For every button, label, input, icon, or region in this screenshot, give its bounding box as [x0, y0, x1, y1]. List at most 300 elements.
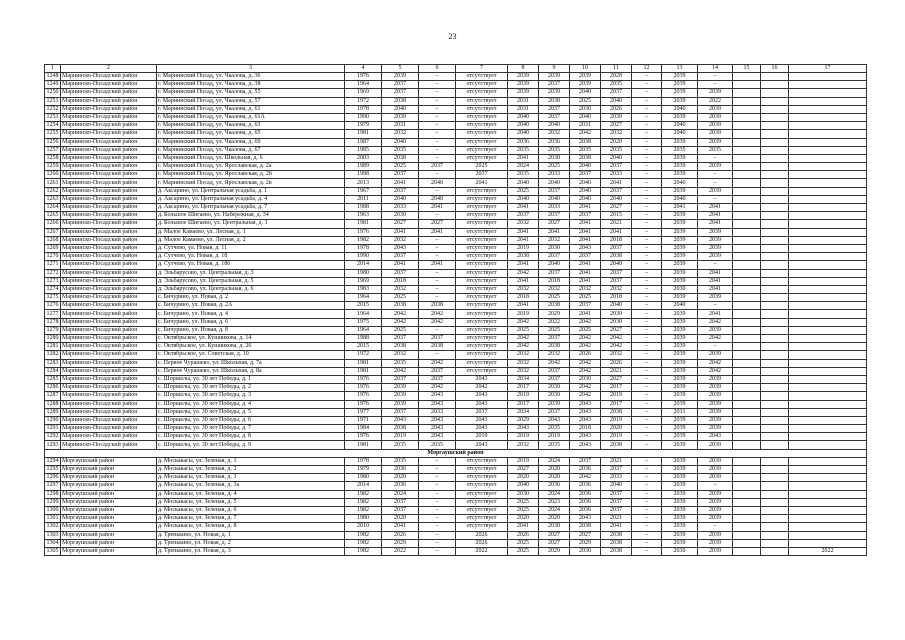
- table-cell: 2039: [662, 187, 698, 195]
- table-cell: 2040: [508, 122, 539, 130]
- table-cell: 1264: [46, 204, 59, 211]
- table-cell: 2041: [601, 228, 632, 236]
- table-cell: [733, 416, 761, 424]
- table-cell: 2043: [456, 392, 508, 400]
- table-cell: 2039: [698, 539, 733, 547]
- table-cell: 2038: [419, 343, 456, 351]
- table-cell: 2039: [662, 97, 698, 105]
- table-cell: [733, 490, 761, 498]
- table-cell: 2039: [698, 441, 733, 449]
- table-cell: отсутствует: [456, 228, 508, 236]
- table-cell: [789, 122, 867, 130]
- table-cell: г. Мариинский Посад, ул. Ярославская, д. 2в: [157, 179, 345, 187]
- table-cell: Мариинско-Посадский район: [61, 154, 157, 162]
- table-cell: 1982: [345, 498, 382, 506]
- table-cell: отсутствует: [456, 89, 508, 97]
- table-cell: 2039: [662, 392, 698, 400]
- table-cell: 1275: [46, 294, 59, 301]
- table-row: [45, 531, 867, 539]
- table-row: [45, 146, 867, 154]
- table-cell: 2020: [382, 474, 419, 482]
- table-cell: Мариинско-Посадский район: [61, 146, 157, 154]
- table-cell: [761, 269, 789, 277]
- table-cell: 2040: [508, 179, 539, 187]
- table-cell: 2035: [539, 441, 570, 449]
- table-cell: [733, 392, 761, 400]
- table-cell: 2032: [508, 359, 539, 367]
- table-cell: 2031: [570, 122, 601, 130]
- table-cell: 2028: [601, 73, 632, 81]
- table-cell: [733, 351, 761, 359]
- table-cell: 2017: [601, 400, 632, 408]
- table-cell: 2040: [662, 179, 698, 187]
- table-cell: 2037: [570, 302, 601, 310]
- table-cell: 2026: [456, 531, 508, 539]
- table-cell: [733, 441, 761, 449]
- table-cell: отсутствует: [456, 474, 508, 482]
- table-cell: 2020: [601, 425, 632, 433]
- table-cell: 2039: [698, 392, 733, 400]
- table-cell: 2019: [456, 433, 508, 441]
- table-cell: 2037: [539, 81, 570, 89]
- table-cell: Мариинско-Посадский район: [61, 130, 157, 138]
- table-cell: [733, 220, 761, 228]
- table-cell: 2020: [539, 474, 570, 482]
- table-cell: 2041: [382, 179, 419, 187]
- table-cell: д. Аксарино, ул. Центральная усадьба, д. 4: [157, 195, 345, 203]
- table-cell: 1982: [345, 539, 382, 547]
- table-cell: 2: [61, 65, 157, 73]
- table-cell: 2025: [508, 326, 539, 334]
- table-cell: –: [632, 539, 662, 547]
- table-cell: 2039: [662, 523, 698, 531]
- table-cell: 2037: [570, 212, 601, 220]
- table-cell: –: [419, 81, 456, 89]
- table-cell: д. Эльбарусово, ул. Центральная, д. 3: [157, 269, 345, 277]
- table-cell: отсутствует: [456, 490, 508, 498]
- table-cell: 7: [456, 65, 508, 73]
- table-cell: [789, 367, 867, 375]
- table-cell: 2042: [570, 130, 601, 138]
- table-cell: 1: [45, 65, 61, 73]
- table-cell: –: [632, 310, 662, 318]
- table-cell: 2020: [382, 515, 419, 523]
- table-cell: 2038: [601, 441, 632, 449]
- table-cell: отсутствует: [456, 244, 508, 252]
- table-cell: 9: [539, 65, 570, 73]
- table-cell: 2041: [698, 212, 733, 220]
- table-cell: 2041: [570, 277, 601, 285]
- table-cell: 2037: [456, 408, 508, 416]
- table-cell: г. Мариинский Посад, ул. Ярославская, д. 2а: [157, 163, 345, 171]
- table-cell: 2038: [539, 523, 570, 531]
- table-cell: с. Бичурино, ул. Новая, д. 2: [157, 294, 345, 302]
- table-cell: 2036: [382, 482, 419, 490]
- table-cell: 2038: [539, 343, 570, 351]
- table-cell: [761, 474, 789, 482]
- table-row: [45, 523, 867, 531]
- table-cell: [789, 392, 867, 400]
- table-cell: 1979: [345, 466, 382, 474]
- table-cell: –: [632, 163, 662, 171]
- table-cell: 2036: [382, 466, 419, 474]
- table-cell: отсутствует: [456, 498, 508, 506]
- table-cell: 2036: [539, 482, 570, 490]
- table-cell: 2025: [508, 187, 539, 195]
- table-cell: [789, 310, 867, 318]
- table-cell: [789, 457, 867, 465]
- table-cell: Мариинско-Посадский район: [61, 187, 157, 195]
- table-cell: Мариинско-Посадский район: [61, 400, 157, 408]
- table-cell: [733, 375, 761, 383]
- table-cell: [733, 244, 761, 252]
- table-row: [45, 244, 867, 252]
- table-cell: д. Москакасы, ул. Зеленая, д. 8: [157, 523, 345, 531]
- table-cell: 2042: [601, 335, 632, 343]
- table-cell: 1276: [46, 302, 59, 309]
- table-cell: 2027: [601, 204, 632, 212]
- table-cell: 2036: [570, 498, 601, 506]
- table-cell: [761, 441, 789, 449]
- table-cell: 1261: [46, 179, 59, 186]
- table-cell: –: [632, 187, 662, 195]
- table-row: [45, 236, 867, 244]
- table-cell: 2039: [662, 294, 698, 302]
- table-cell: [733, 285, 761, 293]
- table-cell: 1964: [345, 310, 382, 318]
- table-cell: 2043: [508, 425, 539, 433]
- table-cell: 2032: [570, 285, 601, 293]
- table-cell: –: [632, 294, 662, 302]
- section-title: Моргаушский район: [45, 449, 867, 457]
- table-cell: 2027: [539, 531, 570, 539]
- table-cell: 2033: [601, 474, 632, 482]
- table-cell: 2041: [508, 154, 539, 162]
- table-cell: 2041: [698, 285, 733, 293]
- table-cell: 2018: [570, 425, 601, 433]
- table-cell: с. Шоршелы, ул. 30 лет Победы, д. 1: [157, 375, 345, 383]
- table-cell: 1254: [46, 122, 59, 129]
- table-cell: [733, 179, 761, 187]
- table-cell: 1267: [46, 228, 59, 235]
- table-cell: [789, 408, 867, 416]
- table-cell: отсутствует: [456, 154, 508, 162]
- table-cell: 2038: [601, 253, 632, 261]
- table-cell: 2039: [698, 400, 733, 408]
- table-cell: 1288: [46, 400, 59, 407]
- table-cell: 2039: [662, 253, 698, 261]
- table-cell: 2011: [345, 195, 382, 203]
- table-cell: –: [419, 113, 456, 121]
- table-cell: 2015: [601, 212, 632, 220]
- table-cell: [789, 269, 867, 277]
- table-cell: 2022: [789, 547, 867, 555]
- table-cell: –: [698, 179, 733, 187]
- table-cell: –: [632, 113, 662, 121]
- table-cell: 2039: [662, 212, 698, 220]
- table-cell: 2041: [456, 179, 508, 187]
- table-cell: [733, 466, 761, 474]
- table-cell: д. Москакасы, ул. Зеленая, д. 5: [157, 498, 345, 506]
- table-cell: отсутствует: [456, 113, 508, 121]
- table-cell: 12: [632, 65, 662, 73]
- table-cell: 2042: [419, 359, 456, 367]
- table-cell: 2035: [508, 171, 539, 179]
- table-cell: 1305: [46, 547, 59, 554]
- table-cell: 2042: [508, 335, 539, 343]
- table-cell: 2023: [539, 498, 570, 506]
- table-cell: 2021: [601, 367, 632, 375]
- table-row: [45, 212, 867, 220]
- table-cell: 2040: [601, 97, 632, 105]
- table-cell: [789, 130, 867, 138]
- table-cell: –: [698, 81, 733, 89]
- table-cell: –: [419, 539, 456, 547]
- table-cell: 2039: [539, 384, 570, 392]
- table-cell: 2039: [539, 89, 570, 97]
- table-cell: 2040: [662, 195, 698, 203]
- table-cell: 2041: [570, 310, 601, 318]
- table-cell: [789, 335, 867, 343]
- table-cell: [761, 490, 789, 498]
- table-cell: –: [632, 326, 662, 334]
- table-cell: 2037: [539, 187, 570, 195]
- table-cell: 2037: [570, 253, 601, 261]
- table-cell: [761, 515, 789, 523]
- table-cell: 2022: [382, 547, 419, 555]
- table-cell: [789, 506, 867, 514]
- table-cell: 1988: [345, 335, 382, 343]
- table-cell: 2030: [570, 105, 601, 113]
- table-cell: 2042: [601, 343, 632, 351]
- table-cell: 2039: [508, 89, 539, 97]
- table-cell: Моргаушский район: [61, 482, 157, 490]
- table-cell: 2041: [698, 310, 733, 318]
- table-cell: 2039: [662, 490, 698, 498]
- table-cell: 8: [508, 65, 539, 73]
- table-cell: 2039: [662, 425, 698, 433]
- table-cell: 2043: [382, 416, 419, 424]
- table-cell: отсутствует: [456, 326, 508, 334]
- table-cell: 1976: [345, 392, 382, 400]
- table-cell: 2041: [508, 228, 539, 236]
- table-cell: [733, 187, 761, 195]
- table-cell: 2032: [382, 351, 419, 359]
- table-cell: 2038: [382, 343, 419, 351]
- table-cell: 2020: [539, 515, 570, 523]
- table-cell: –: [632, 81, 662, 89]
- table-cell: 2036: [570, 482, 601, 490]
- table-cell: 2041: [419, 204, 456, 212]
- table-cell: 3: [157, 65, 345, 73]
- table-cell: 2035: [382, 441, 419, 449]
- table-cell: 2042: [698, 367, 733, 375]
- table-cell: 2037: [539, 212, 570, 220]
- table-cell: Мариинско-Посадский район: [61, 253, 157, 261]
- table-cell: 2039: [662, 261, 698, 269]
- table-cell: 2038: [382, 302, 419, 310]
- table-cell: [789, 490, 867, 498]
- table-cell: –: [419, 547, 456, 555]
- table-cell: 2039: [698, 506, 733, 514]
- table-cell: –: [632, 482, 662, 490]
- table-row: [45, 343, 867, 351]
- table-cell: [761, 310, 789, 318]
- table-cell: 2037: [539, 269, 570, 277]
- table-cell: отсутствует: [456, 457, 508, 465]
- table-cell: 1985: [345, 146, 382, 154]
- table-cell: с. Бичурино, ул. Новая, д. 4: [157, 310, 345, 318]
- table-cell: [761, 163, 789, 171]
- table-cell: Моргаушский район: [61, 523, 157, 531]
- table-cell: 2039: [662, 154, 698, 162]
- table-cell: [789, 343, 867, 351]
- table-cell: –: [632, 466, 662, 474]
- table-cell: отсутствует: [456, 351, 508, 359]
- table-cell: 2040: [539, 261, 570, 269]
- table-cell: 1296: [46, 474, 59, 481]
- table-cell: 2018: [539, 277, 570, 285]
- table-cell: 2040: [601, 154, 632, 162]
- table-cell: –: [632, 318, 662, 326]
- table-cell: [761, 351, 789, 359]
- table-cell: 1982: [345, 506, 382, 514]
- table-cell: –: [698, 154, 733, 162]
- table-cell: Мариинско-Посадский район: [61, 163, 157, 171]
- table-cell: 1295: [46, 466, 59, 473]
- table-cell: 2043: [419, 433, 456, 441]
- table-cell: 2038: [601, 531, 632, 539]
- table-cell: 2032: [508, 220, 539, 228]
- table-cell: –: [632, 73, 662, 81]
- table-cell: –: [632, 122, 662, 130]
- table-cell: Моргаушский район: [61, 547, 157, 555]
- table-cell: 2037: [601, 466, 632, 474]
- table-cell: 2037: [601, 89, 632, 97]
- table-cell: д. Сутчево, ул. Новая, д. 18: [157, 253, 345, 261]
- table-cell: 2042: [570, 474, 601, 482]
- table-cell: 2017: [508, 384, 539, 392]
- table-cell: [761, 523, 789, 531]
- table-cell: 2037: [419, 375, 456, 383]
- table-cell: –: [632, 228, 662, 236]
- table-cell: Моргаушский район: [61, 474, 157, 482]
- table-cell: 1963: [345, 212, 382, 220]
- table-cell: 2039: [662, 506, 698, 514]
- table-cell: –: [419, 457, 456, 465]
- table-cell: –: [632, 302, 662, 310]
- table-cell: 2038: [539, 97, 570, 105]
- table-cell: 2029: [539, 547, 570, 555]
- table-cell: –: [632, 400, 662, 408]
- table-cell: отсутствует: [456, 466, 508, 474]
- table-row: [45, 97, 867, 105]
- table-cell: 2038: [419, 302, 456, 310]
- table-cell: 1279: [46, 326, 59, 333]
- table-cell: –: [419, 171, 456, 179]
- table-cell: 2019: [601, 392, 632, 400]
- table-cell: 2043: [570, 515, 601, 523]
- table-cell: [789, 474, 867, 482]
- table-cell: 2039: [662, 441, 698, 449]
- table-cell: 2042: [570, 392, 601, 400]
- table-cell: –: [419, 515, 456, 523]
- table-cell: 1981: [345, 441, 382, 449]
- table-cell: –: [632, 204, 662, 212]
- table-cell: 2039: [698, 375, 733, 383]
- table-cell: [733, 253, 761, 261]
- table-cell: 2025: [382, 326, 419, 334]
- table-cell: 2025: [382, 294, 419, 302]
- table-cell: [733, 326, 761, 334]
- table-cell: 2040: [570, 195, 601, 203]
- table-row: [45, 113, 867, 121]
- table-cell: 2039: [662, 351, 698, 359]
- table-cell: д. Большое Шигаево, ул. Центральная, д. 1: [157, 220, 345, 228]
- table-cell: [789, 425, 867, 433]
- table-cell: [789, 138, 867, 146]
- table-cell: 2039: [698, 547, 733, 555]
- table-cell: 1302: [46, 523, 59, 530]
- table-cell: 2030: [662, 285, 698, 293]
- table-cell: [789, 179, 867, 187]
- table-cell: отсутствует: [456, 269, 508, 277]
- table-cell: [761, 277, 789, 285]
- table-cell: 2025: [570, 97, 601, 105]
- table-cell: 1978: [345, 457, 382, 465]
- table-cell: отсутствует: [456, 204, 508, 212]
- table-cell: 2041: [382, 261, 419, 269]
- table-cell: 2041: [508, 204, 539, 212]
- table-cell: –: [632, 408, 662, 416]
- table-cell: 2029: [508, 416, 539, 424]
- table-cell: Мариинско-Посадский район: [61, 326, 157, 334]
- table-cell: 2039: [539, 400, 570, 408]
- table-cell: с. Шоршелы, ул. 30 лет Победы, д. 6: [157, 416, 345, 424]
- table-cell: 1990: [345, 113, 382, 121]
- table-cell: 2038: [570, 138, 601, 146]
- table-cell: 2039: [662, 359, 698, 367]
- table-cell: 1294: [46, 457, 59, 464]
- table-cell: Мариинско-Посадский район: [61, 408, 157, 416]
- table-cell: д. Москакасы, ул. Зеленая, д. 1: [157, 457, 345, 465]
- table-cell: 1278: [46, 318, 59, 325]
- table-cell: отсутствует: [456, 130, 508, 138]
- table-cell: 1976: [345, 433, 382, 441]
- table-cell: –: [419, 105, 456, 113]
- table-cell: 2039: [662, 539, 698, 547]
- table-cell: д. Москакасы, ул. Зеленая, д. 2: [157, 466, 345, 474]
- table-cell: 2039: [662, 335, 698, 343]
- table-cell: 2042: [570, 318, 601, 326]
- table-cell: [761, 171, 789, 179]
- table-cell: 2014: [345, 261, 382, 269]
- table-cell: 2042: [382, 367, 419, 375]
- table-cell: 15: [733, 65, 761, 73]
- table-cell: [761, 146, 789, 154]
- table-cell: [761, 326, 789, 334]
- table-cell: Мариинско-Посадский район: [61, 97, 157, 105]
- table-cell: –: [419, 351, 456, 359]
- table-cell: 2038: [570, 154, 601, 162]
- table-cell: 2037: [382, 171, 419, 179]
- table-cell: д. Аксарино, ул. Центральная усадьба, д. 7: [157, 204, 345, 212]
- table-cell: 1978: [345, 244, 382, 252]
- table-row: [45, 400, 867, 408]
- table-cell: 5: [382, 65, 419, 73]
- header-row: [45, 65, 867, 73]
- table-row: [45, 490, 867, 498]
